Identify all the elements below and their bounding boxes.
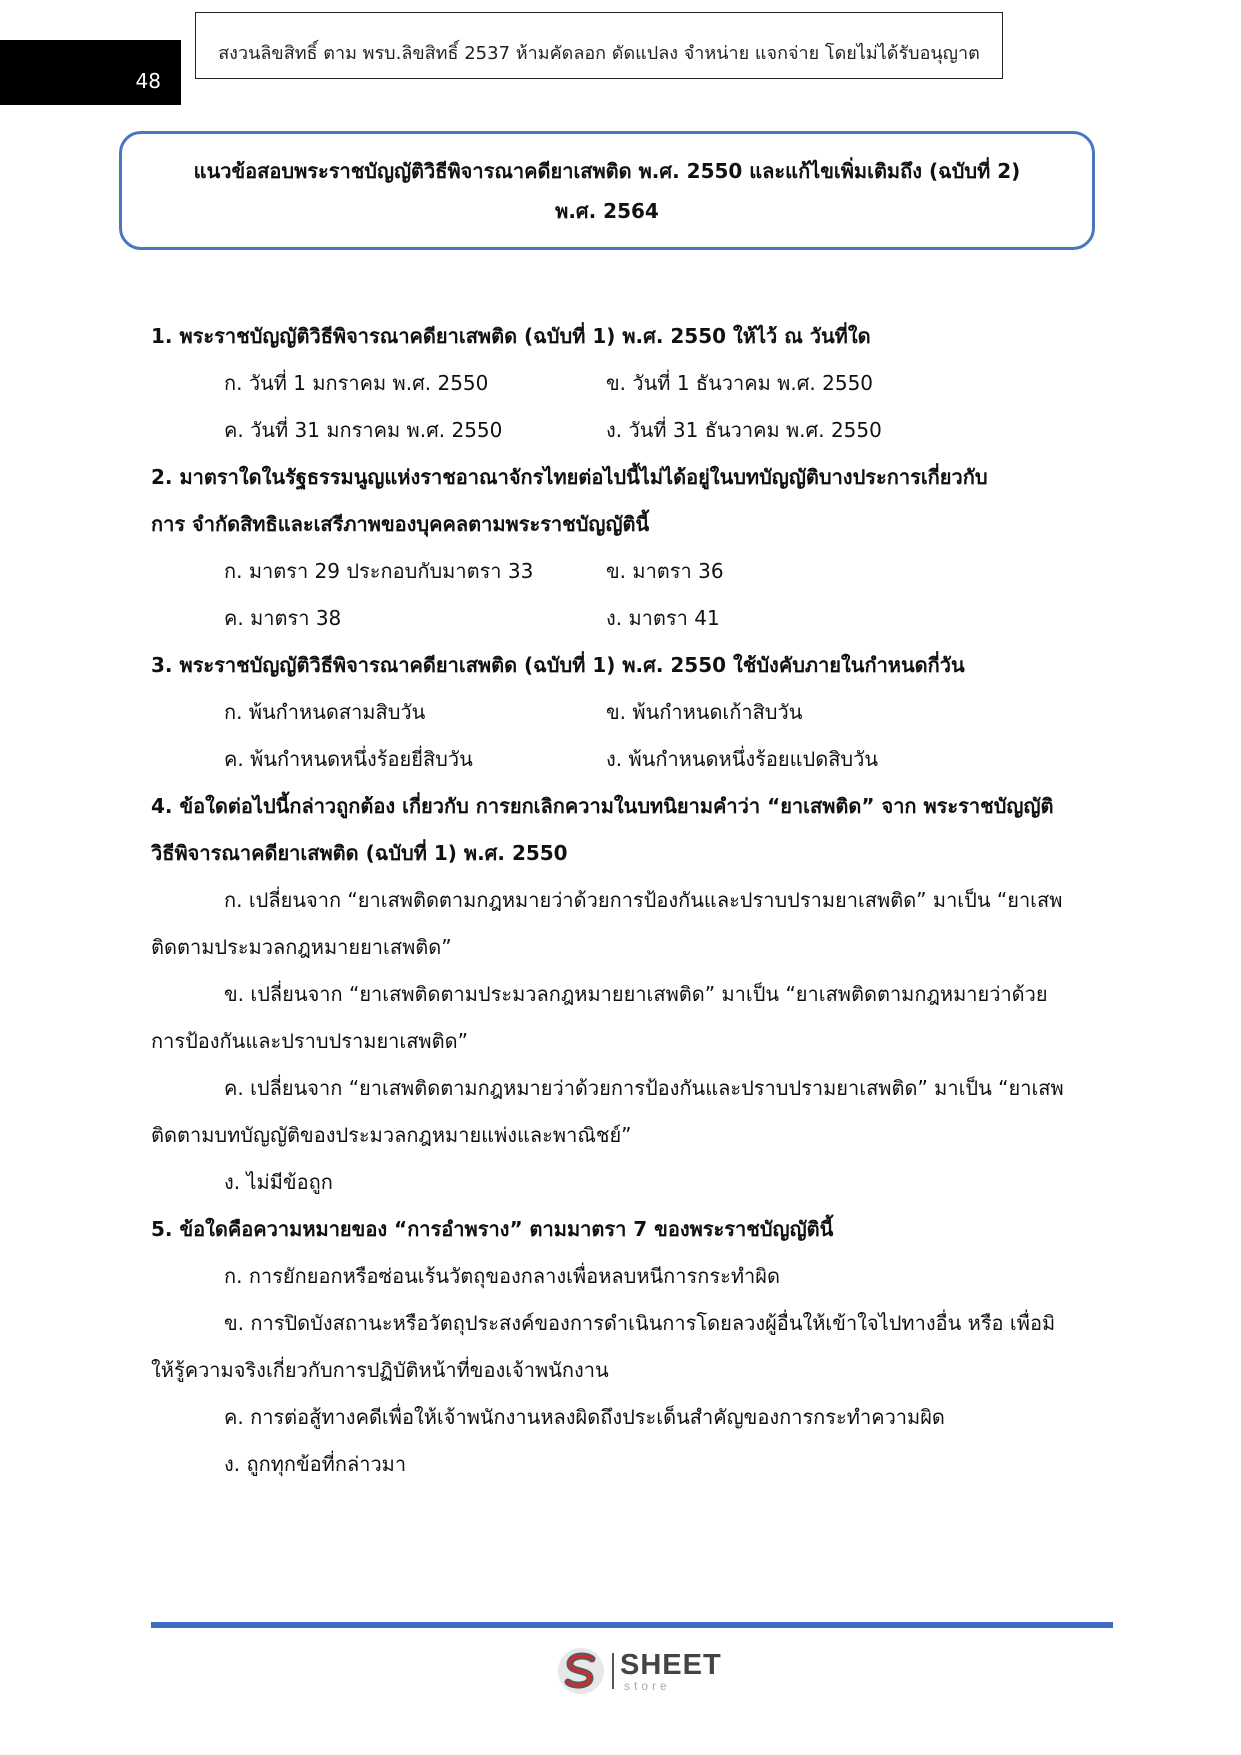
question-4: 4. ข้อใดต่อไปนี้กล่าวถูกต้อง เกี่ยวกับ การยกเลิกความในบทนิยามคำว่า “ยาเสพติด” จาก พระราชบัญญัติวิธีพิจารณาคดียาเสพติด (ฉบับที่ 1) พ.ศ. 2550	[151, 794, 1054, 865]
option-b[interactable]: ข. วันที่ 1 ธันวาคม พ.ศ. 2550	[606, 371, 874, 395]
option-a[interactable]: ก. พ้นกำหนดสามสิบวัน	[224, 700, 426, 724]
option-c[interactable]: ค. มาตรา 38	[224, 606, 342, 630]
options-row	[151, 595, 1071, 642]
footer-divider	[151, 1622, 1113, 1628]
option-d[interactable]: ง. วันที่ 31 ธันวาคม พ.ศ. 2550	[606, 418, 882, 442]
logo-separator	[612, 1653, 614, 1689]
option-b[interactable]: ข. มาตรา 36	[606, 559, 724, 583]
page-title-line1: แนวข้อสอบพระราชบัญญัติวิธีพิจารณาคดียาเสพติด พ.ศ. 2550 และแก้ไขเพิ่มเติมถึง (ฉบับที่ 2)	[193, 158, 1021, 183]
option-b[interactable]: ข. เปลี่ยนจาก “ยาเสพติดตามประมวลกฎหมายยาเสพติด” มาเป็น “ยาเสพติดตามกฎหมายว่าด้วยการป้องกันและปราบปรามยาเสพติด”	[151, 982, 1048, 1053]
option-a[interactable]: ก. การยักยอกหรือซ่อนเร้นวัตถุของกลางเพื่อหลบหนีการกระทำผิด	[224, 1264, 780, 1288]
title-box	[119, 131, 1095, 250]
question-2-line1: 2. มาตราใดในรัฐธรรมนูญแห่งราชอาณาจักรไทยต่อไปนี้ไม่ได้อยู่ในบทบัญญัติบางประการเกี่ยวกับ	[151, 465, 988, 489]
option-a[interactable]: ก. วันที่ 1 มกราคม พ.ศ. 2550	[224, 371, 489, 395]
sheet-s-logo-icon	[556, 1646, 606, 1696]
question-5: 5. ข้อใดคือความหมายของ “การอำพราง” ตามมาตรา 7 ของพระราชบัญญัตินี้	[151, 1217, 834, 1241]
question-list	[151, 313, 1071, 1488]
options-row	[151, 736, 1071, 783]
option-b[interactable]: ข. พ้นกำหนดเก้าสิบวัน	[606, 700, 803, 724]
option-c[interactable]: ค. เปลี่ยนจาก “ยาเสพติดตามกฎหมายว่าด้วยการป้องกันและปราบปรามยาเสพติด” มาเป็น “ยาเสพติดตามบทบัญญัติของประมวลกฎหมายแพ่งและพาณิชย์”	[151, 1076, 1064, 1147]
option-d[interactable]: ง. ไม่มีข้อถูก	[224, 1170, 333, 1194]
option-a[interactable]: ก. มาตรา 29 ประกอบกับมาตรา 33	[224, 559, 534, 583]
option-c[interactable]: ค. การต่อสู้ทางคดีเพื่อให้เจ้าพนักงานหลงผิดถึงประเด็นสำคัญของการกระทำความผิด	[224, 1405, 945, 1429]
question-2-line2: การ จำกัดสิทธิและเสรีภาพของบุคคลตามพระราชบัญญัตินี้	[151, 512, 650, 536]
page-number-tab	[0, 40, 181, 105]
logo-sub-text: store	[624, 1678, 671, 1693]
question-3: 3. พระราชบัญญัติวิธีพิจารณาคดียาเสพติด (ฉบับที่ 1) พ.ศ. 2550 ใช้บังคับภายในกำหนดกี่วัน	[151, 653, 965, 677]
option-d[interactable]: ง. มาตรา 41	[606, 606, 720, 630]
option-b[interactable]: ข. การปิดบังสถานะหรือวัตถุประสงค์ของการดำเนินการโดยลวงผู้อื่นให้เข้าใจไปทางอื่น หรือ เพื่อมิให้รู้ความจริงเกี่ยวกับการปฏิบัติหน้าที่ของเจ้าพนักงาน	[151, 1311, 1056, 1382]
logo-main-text: SHEET	[620, 1648, 722, 1681]
options-row	[151, 548, 1071, 595]
page-number: 48	[135, 69, 161, 93]
sheet-store-logo	[556, 1643, 722, 1699]
copyright-notice: สงวนลิขสิทธิ์ ตาม พรบ.ลิขสิทธิ์ 2537 ห้ามคัดลอก ดัดแปลง จำหน่าย แจกจ่าย โดยไม่ได้รับอนุญาต	[195, 12, 1003, 79]
question-1: 1. พระราชบัญญัติวิธีพิจารณาคดียาเสพติด (ฉบับที่ 1) พ.ศ. 2550 ให้ไว้ ณ วันที่ใด	[151, 324, 871, 348]
options-row	[151, 360, 1071, 407]
logo-wordmark	[620, 1648, 722, 1693]
option-d[interactable]: ง. ถูกทุกข้อที่กล่าวมา	[224, 1452, 407, 1476]
option-c[interactable]: ค. พ้นกำหนดหนึ่งร้อยยี่สิบวัน	[224, 747, 473, 771]
options-row	[151, 689, 1071, 736]
option-c[interactable]: ค. วันที่ 31 มกราคม พ.ศ. 2550	[224, 418, 503, 442]
option-a[interactable]: ก. เปลี่ยนจาก “ยาเสพติดตามกฎหมายว่าด้วยการป้องกันและปราบปรามยาเสพติด” มาเป็น “ยาเสพติดตามประมวลกฎหมายยาเสพติด”	[151, 888, 1063, 959]
page-title-line2: พ.ศ. 2564	[555, 198, 659, 223]
option-d[interactable]: ง. พ้นกำหนดหนึ่งร้อยแปดสิบวัน	[606, 747, 878, 771]
options-row	[151, 407, 1071, 454]
